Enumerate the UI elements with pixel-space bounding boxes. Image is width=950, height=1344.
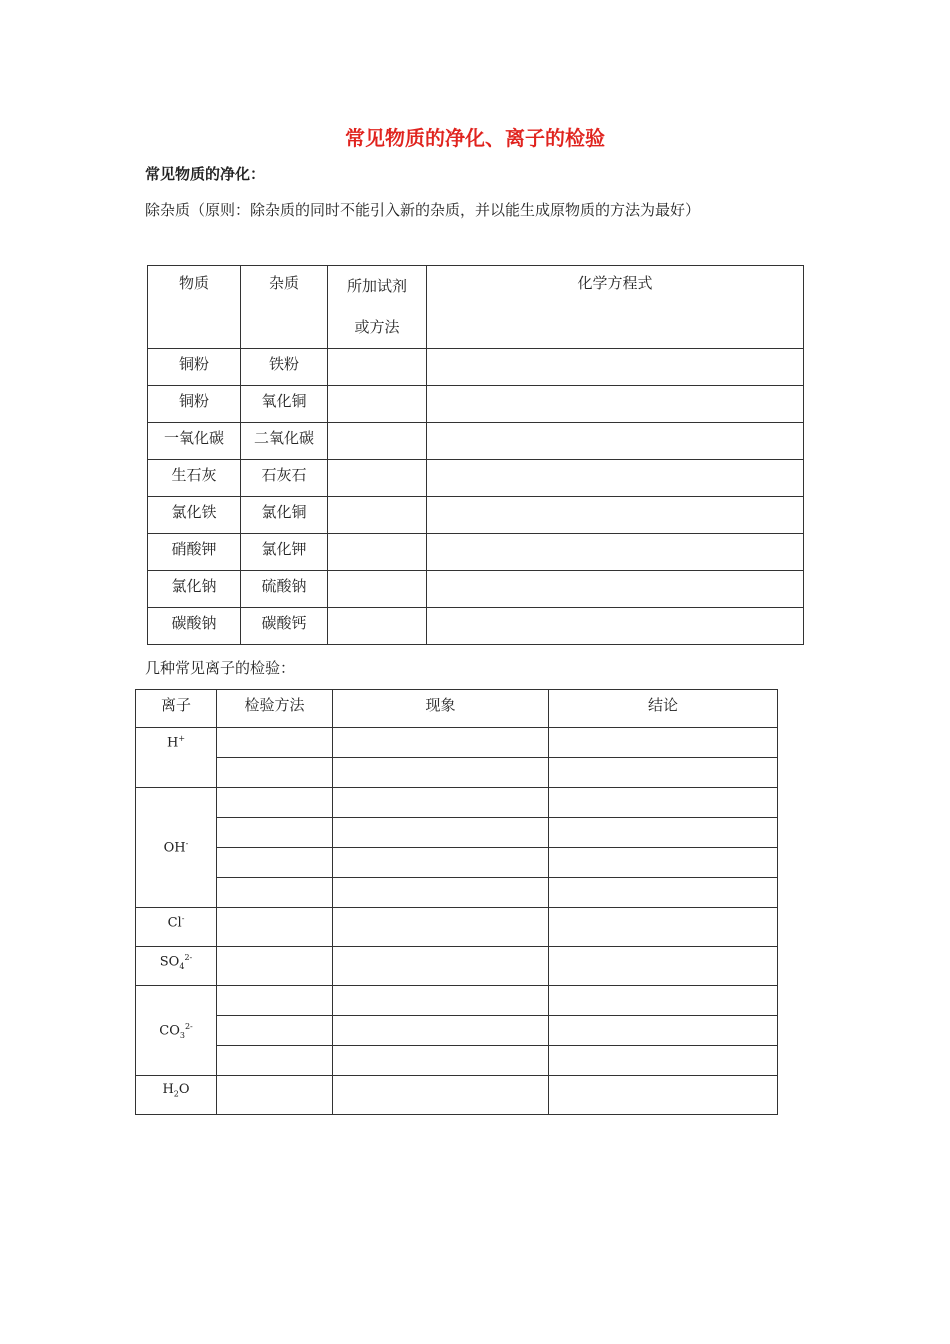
purification-heading: 常见物质的净化： bbox=[145, 165, 266, 183]
page-title: 常见物质的净化、离子的检验 bbox=[345, 126, 605, 150]
impurity-header: 杂质 bbox=[241, 266, 328, 349]
method-cell[interactable] bbox=[217, 947, 333, 986]
phenomenon-cell[interactable] bbox=[333, 947, 549, 986]
substance-cell: 氯化钠 bbox=[148, 571, 241, 608]
equation-cell[interactable] bbox=[427, 571, 804, 608]
method-cell[interactable] bbox=[217, 1016, 333, 1046]
table-row bbox=[136, 908, 778, 947]
purification-header-row bbox=[148, 266, 804, 349]
table-row bbox=[136, 947, 778, 986]
reagent-header-line2: 或方法 bbox=[354, 318, 400, 336]
phenomenon-cell[interactable] bbox=[333, 818, 549, 848]
table-row bbox=[136, 818, 778, 848]
substance-cell: 氯化铁 bbox=[148, 497, 241, 534]
conclusion-cell[interactable] bbox=[549, 1016, 778, 1046]
equation-cell[interactable] bbox=[427, 349, 804, 386]
method-cell[interactable] bbox=[217, 1046, 333, 1076]
substance-cell: 铜粉 bbox=[148, 349, 241, 386]
reagent-cell[interactable] bbox=[328, 460, 427, 497]
equation-cell[interactable] bbox=[427, 386, 804, 423]
conclusion-cell[interactable] bbox=[549, 758, 778, 788]
conclusion-cell[interactable] bbox=[549, 986, 778, 1016]
equation-header: 化学方程式 bbox=[427, 266, 804, 349]
phenomenon-cell[interactable] bbox=[333, 908, 549, 947]
impurity-cell: 铁粉 bbox=[241, 349, 328, 386]
table-row bbox=[148, 423, 804, 460]
ion-test-heading: 几种常见离子的检验： bbox=[145, 659, 296, 677]
conclusion-cell[interactable] bbox=[549, 908, 778, 947]
phenomenon-cell[interactable] bbox=[333, 1046, 549, 1076]
phenomenon-cell[interactable] bbox=[333, 878, 549, 908]
equation-cell[interactable] bbox=[427, 608, 804, 645]
equation-cell[interactable] bbox=[427, 497, 804, 534]
reagent-cell[interactable] bbox=[328, 386, 427, 423]
table-row bbox=[148, 460, 804, 497]
table-row bbox=[136, 848, 778, 878]
impurity-cell: 碳酸钙 bbox=[241, 608, 328, 645]
conclusion-cell[interactable] bbox=[549, 728, 778, 758]
method-cell[interactable] bbox=[217, 878, 333, 908]
table-row bbox=[136, 986, 778, 1016]
table-row bbox=[136, 788, 778, 818]
reagent-cell[interactable] bbox=[328, 349, 427, 386]
table-row bbox=[136, 758, 778, 788]
conclusion-cell[interactable] bbox=[549, 788, 778, 818]
conclusion-cell[interactable] bbox=[549, 1076, 778, 1115]
conclusion-cell[interactable] bbox=[549, 848, 778, 878]
ion-cell-oh: OH- bbox=[136, 788, 217, 908]
conclusion-cell[interactable] bbox=[549, 818, 778, 848]
table-row bbox=[136, 1016, 778, 1046]
equation-cell[interactable] bbox=[427, 460, 804, 497]
method-cell[interactable] bbox=[217, 848, 333, 878]
equation-cell[interactable] bbox=[427, 534, 804, 571]
table-row bbox=[148, 386, 804, 423]
equation-cell[interactable] bbox=[427, 423, 804, 460]
impurity-cell: 氯化铜 bbox=[241, 497, 328, 534]
conclusion-cell[interactable] bbox=[549, 947, 778, 986]
table-row bbox=[136, 1076, 778, 1115]
reagent-cell[interactable] bbox=[328, 571, 427, 608]
phenomenon-cell[interactable] bbox=[333, 1016, 549, 1046]
reagent-cell[interactable] bbox=[328, 608, 427, 645]
method-cell[interactable] bbox=[217, 788, 333, 818]
method-cell[interactable] bbox=[217, 986, 333, 1016]
purification-principle: 除杂质（原则：除杂质的同时不能引入新的杂质，并以能生成原物质的方法为最好） bbox=[145, 201, 701, 219]
ion-cell-h: H+ bbox=[136, 728, 217, 788]
phenomenon-cell[interactable] bbox=[333, 788, 549, 818]
impurity-cell: 氯化钾 bbox=[241, 534, 328, 571]
ion-cell-h2o: $H_2O$ bbox=[136, 1076, 217, 1115]
impurity-cell: 硫酸钠 bbox=[241, 571, 328, 608]
substance-header: 物质 bbox=[148, 266, 241, 349]
conclusion-cell[interactable] bbox=[549, 878, 778, 908]
ion-cell-so4: $SO_4^{2-}$ bbox=[136, 947, 217, 986]
phenomenon-cell[interactable] bbox=[333, 1076, 549, 1115]
impurity-cell: 石灰石 bbox=[241, 460, 328, 497]
table-row bbox=[148, 608, 804, 645]
ion-cell-cl: Cl- bbox=[136, 908, 217, 947]
table-row bbox=[148, 571, 804, 608]
table-row bbox=[148, 349, 804, 386]
conclusion-cell[interactable] bbox=[549, 1046, 778, 1076]
method-cell[interactable] bbox=[217, 908, 333, 947]
reagent-header-line1: 所加试剂 bbox=[346, 277, 407, 295]
ion-test-table bbox=[135, 689, 778, 1115]
substance-cell: 铜粉 bbox=[148, 386, 241, 423]
reagent-cell[interactable] bbox=[328, 423, 427, 460]
substance-cell: 生石灰 bbox=[148, 460, 241, 497]
phenomenon-cell[interactable] bbox=[333, 848, 549, 878]
purification-table bbox=[147, 265, 804, 645]
reagent-header bbox=[328, 266, 427, 349]
impurity-cell: 氧化铜 bbox=[241, 386, 328, 423]
method-cell[interactable] bbox=[217, 818, 333, 848]
reagent-cell[interactable] bbox=[328, 534, 427, 571]
phenomenon-cell[interactable] bbox=[333, 728, 549, 758]
ion-header-row bbox=[136, 690, 778, 728]
table-row bbox=[148, 534, 804, 571]
phenomenon-cell[interactable] bbox=[333, 758, 549, 788]
table-row bbox=[136, 728, 778, 758]
conclusion-header: 结论 bbox=[549, 690, 778, 728]
ion-header: 离子 bbox=[136, 690, 217, 728]
substance-cell: 碳酸钠 bbox=[148, 608, 241, 645]
substance-cell: 硝酸钾 bbox=[148, 534, 241, 571]
reagent-cell[interactable] bbox=[328, 497, 427, 534]
substance-cell: 一氧化碳 bbox=[148, 423, 241, 460]
method-header: 检验方法 bbox=[217, 690, 333, 728]
method-cell[interactable] bbox=[217, 1076, 333, 1115]
phenomenon-cell[interactable] bbox=[333, 986, 549, 1016]
ion-cell-co3: $CO_3^{2-}$ bbox=[136, 986, 217, 1076]
table-row bbox=[136, 1046, 778, 1076]
impurity-cell: 二氧化碳 bbox=[241, 423, 328, 460]
table-row bbox=[148, 497, 804, 534]
phenomenon-header: 现象 bbox=[333, 690, 549, 728]
method-cell[interactable] bbox=[217, 758, 333, 788]
table-row bbox=[136, 878, 778, 908]
method-cell[interactable] bbox=[217, 728, 333, 758]
